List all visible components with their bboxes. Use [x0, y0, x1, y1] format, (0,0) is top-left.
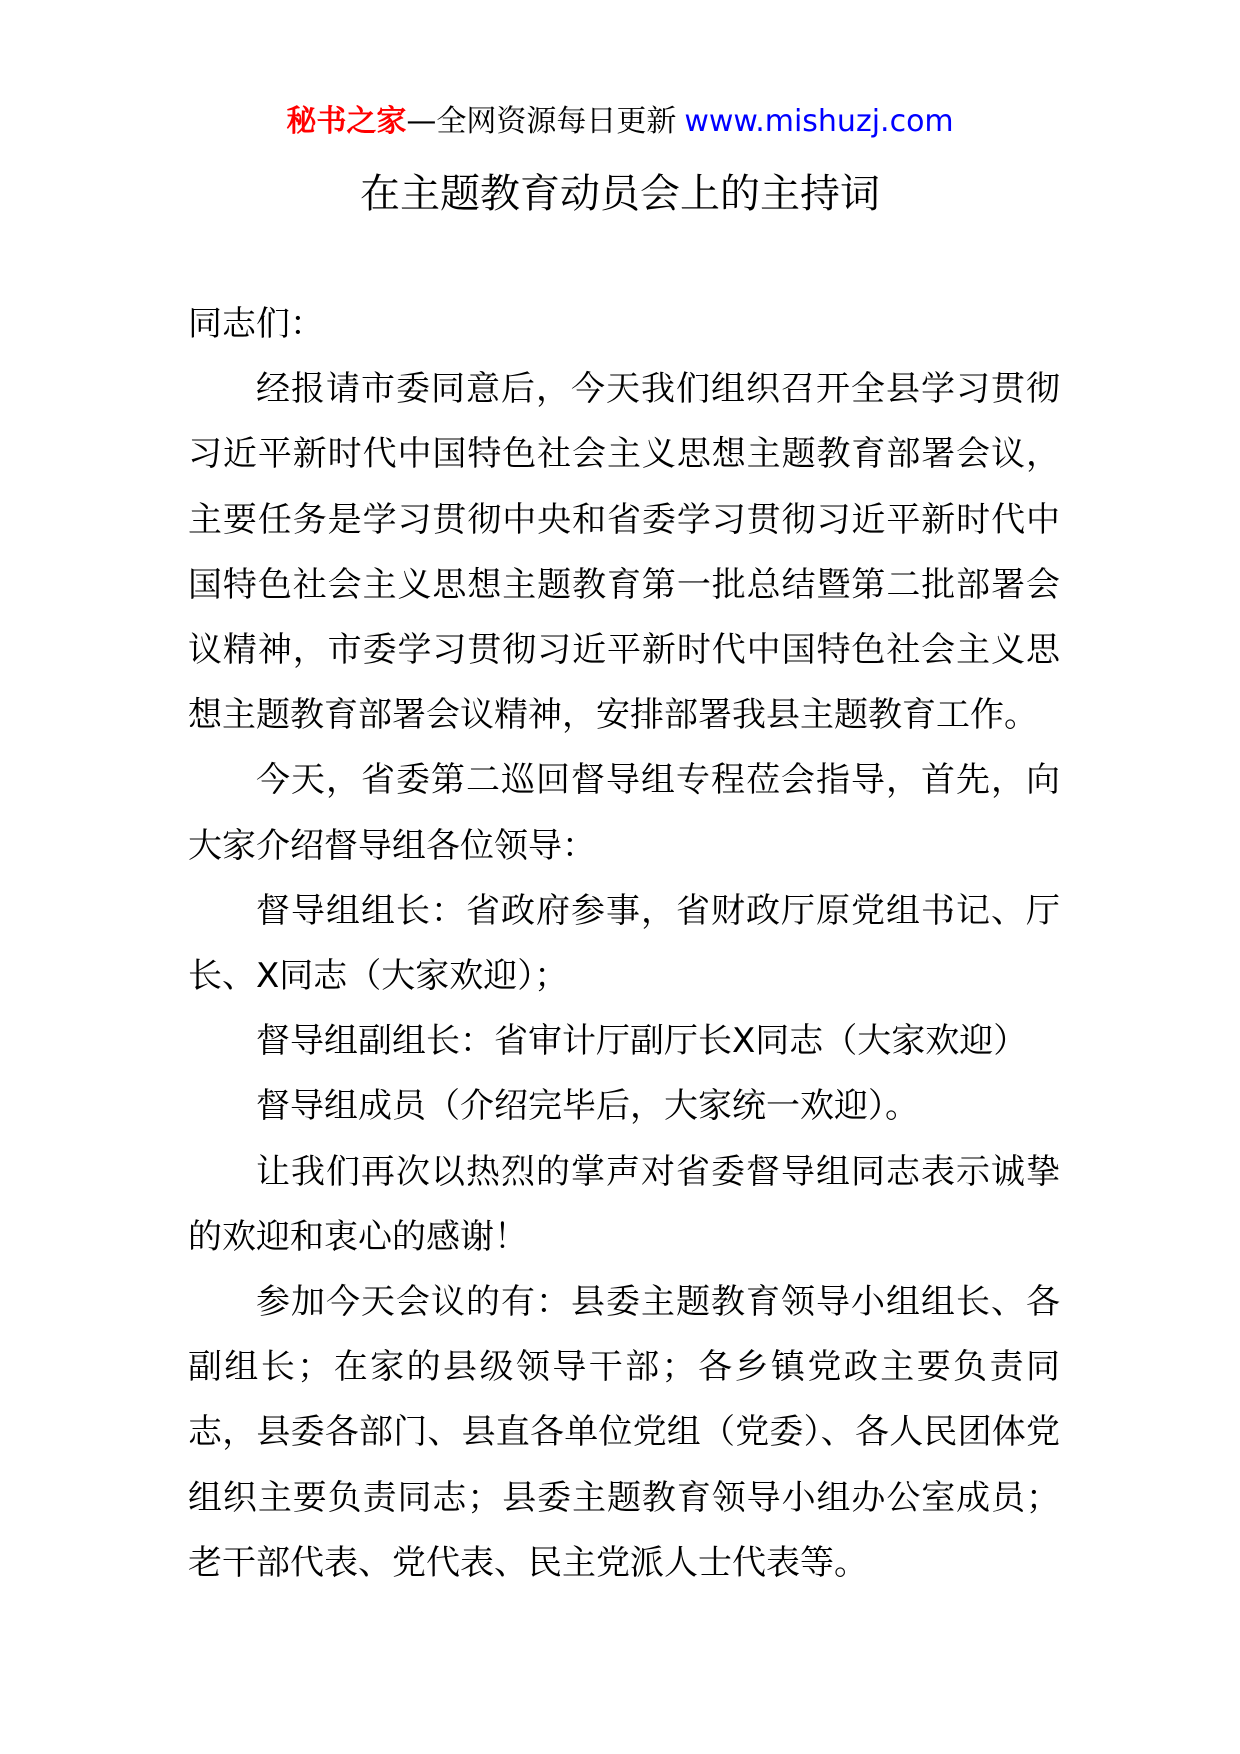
- salutation: 同志们：: [188, 304, 324, 344]
- brand-name: 秘书之家: [286, 104, 407, 139]
- site-header: [0, 100, 1240, 144]
- paragraph: 督导组副组长：省审计厅副厅长X同志（大家欢迎）: [256, 1021, 1028, 1062]
- paragraph: 经报请市委同意后，今天我们组织召开全县学习贯彻习近平新时代中国特色社会主义思想主题教育部署会议，主要任务是学习贯彻中央和省委学习贯彻习近平新时代中国特色社会主义思想主题教育第一批总结暨第二批部署会议精神，市委学习贯彻习近平新时代中国特色社会主义思想主题教育部署会议精神，安排部署我县主题教育工作。: [188, 369, 1060, 736]
- document-title: 在主题教育动员会上的主持词: [360, 171, 880, 217]
- document-body: [188, 292, 1060, 1596]
- site-link[interactable]: www.mishuzj.com: [684, 104, 954, 139]
- paragraph: 参加今天会议的有：县委主题教育领导小组组长、各副组长；在家的县级领导干部；各乡镇党政主要负责同志，县委各部门、县直各单位党组（党委）、各人民团体党组织主要负责同志；县委主题教育领导小组办公室成员；老干部代表、党代表、民主党派人士代表等。: [188, 1282, 1060, 1583]
- header-tagline: —全网资源每日更新: [406, 104, 677, 139]
- paragraph: 督导组组长：省政府参事，省财政厅原党组书记、厅长、X同志（大家欢迎）；: [188, 890, 1060, 997]
- paragraph: 今天，省委第二巡回督导组专程莅会指导，首先，向大家介绍督导组各位领导：: [188, 760, 1060, 866]
- paragraph: 让我们再次以热烈的掌声对省委督导组同志表示诚挚的欢迎和衷心的感谢！: [188, 1151, 1060, 1257]
- paragraph: 督导组成员（介绍完毕后，大家统一欢迎）。: [256, 1086, 919, 1127]
